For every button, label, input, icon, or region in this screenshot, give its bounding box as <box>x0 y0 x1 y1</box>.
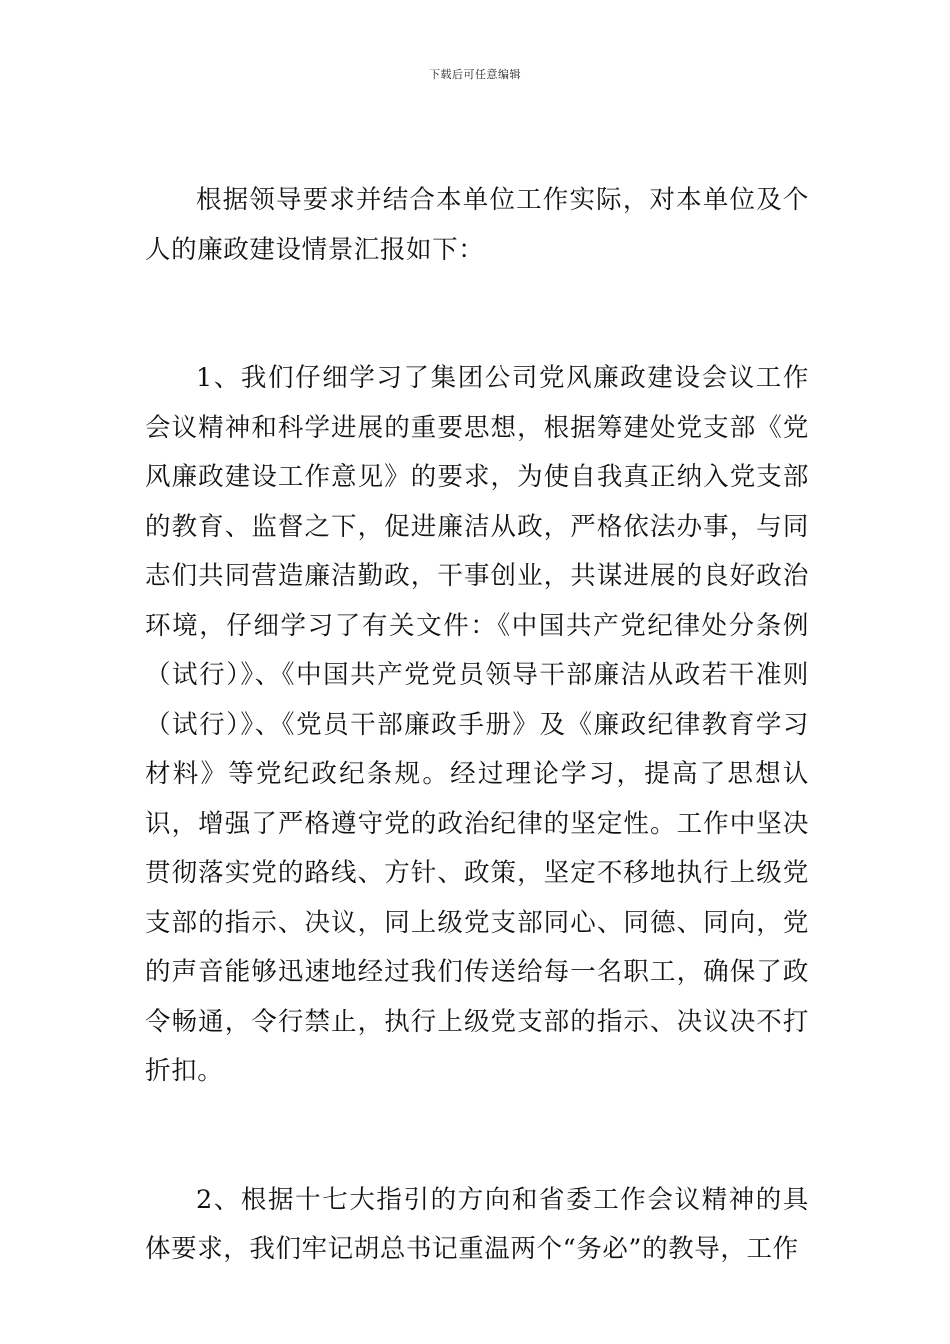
paragraph-item-2: 2、根据十七大指引的方向和省委工作会议精神的具体要求，我们牢记胡总书记重温两个“务必”的教导，工作 <box>145 1184 809 1264</box>
header-note: 下载后可任意编辑 <box>429 68 521 81</box>
paragraph-item-1: 1、我们仔细学习了集团公司党风廉政建设会议工作会议精神和科学进展的重要思想，根据筹建处党支部《党风廉政建设工作意见》的要求，为使自我真正纳入党支部的教育、监督之下，促进廉洁从政，严格依法办事，与同志们共同营造廉洁勤政，干事创业，共谋进展的良好政治环境，仔细学习了有关文件：《中国共产党纪律处分条例（试行）》、《中国共产党党员领导干部廉洁从政若干准则（试行）》、《党员干部廉政手册》及《廉政纪律教育学习材料》等党纪政纪条规。经过理论学习，提高了思想认识，增强了严格遵守党的政治纪律的坚定性。工作中坚决贯彻落实党的路线、方针、政策，坚定不移地执行上级党支部的指示、决议，同上级党支部同心、同德、同向，党的声音能够迅速地经过我们传送给每一名职工，确保了政令畅通，令行禁止，执行上级党支部的指示、决议决不打折扣。 <box>145 363 809 1086</box>
paragraph-intro: 根据领导要求并结合本单位工作实际，对本单位及个人的廉政建设情景汇报如下： <box>145 185 809 265</box>
document-body <box>145 176 809 1275</box>
